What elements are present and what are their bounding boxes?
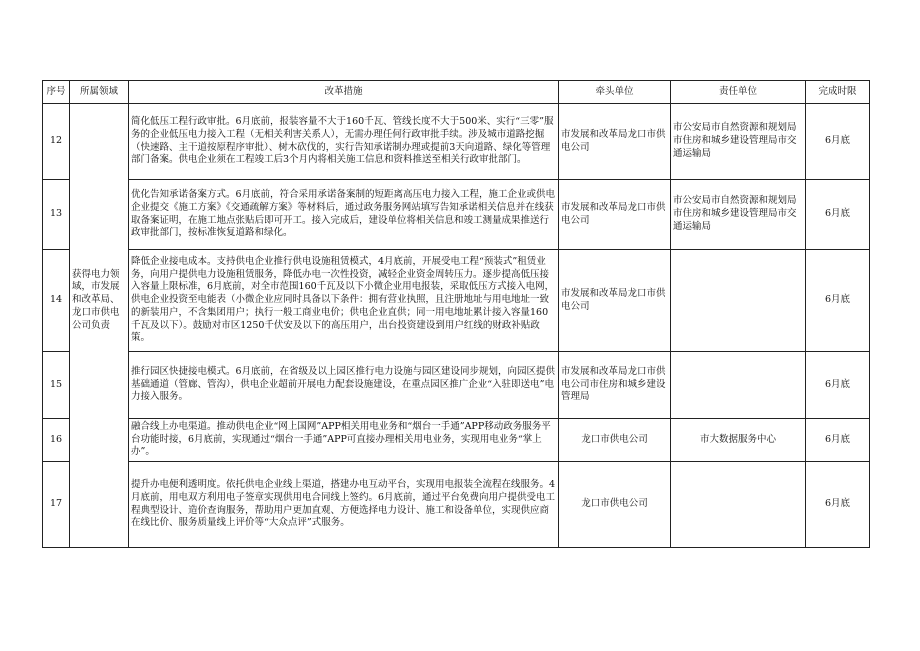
deadline-cell: 6月底 <box>806 462 870 548</box>
measure-cell: 提升办电便利透明度。依托供电企业线上渠道，搭建办电互动平台，实现用电报装全流程在线服务。4月底前，用电双方利用电子签章实现供用电合同线上签约。6月底前，通过平台免费向用户提供受电工程典型设计、造价查询服务，帮助用户更加直观、方便选择电力设计、施工和设备单位，实现供应商在线比价、服务质量线上评价等“大众点评”式服务。 <box>129 462 559 548</box>
header-responsible-unit: 责任单位 <box>671 81 806 104</box>
responsible-unit-cell <box>671 462 806 548</box>
responsible-unit-cell: 市公安局市自然资源和规划局市住房和城乡建设管理局市交通运输局 <box>671 104 806 180</box>
row-no: 16 <box>43 419 70 462</box>
responsible-unit-cell <box>671 250 806 352</box>
lead-unit-cell: 市发展和改革局龙口市供电公司市住房和城乡建设管理局 <box>559 352 671 419</box>
table-row <box>43 250 870 352</box>
table-row <box>43 180 870 250</box>
responsible-unit-cell: 市大数据服务中心 <box>671 419 806 462</box>
deadline-cell: 6月底 <box>806 180 870 250</box>
row-no: 12 <box>43 104 70 180</box>
table-row <box>43 419 870 462</box>
table-row <box>43 352 870 419</box>
deadline-cell: 6月底 <box>806 352 870 419</box>
field-cell-empty <box>70 180 129 250</box>
measure-cell: 融合线上办电渠道。推动供电企业“网上国网”APP相关用电业务和“烟台一手通”APP移动政务服务平台功能时接，6月底前，实现通过“烟台一手通”APP可直接办理相关用电业务，实现用电业务“掌上办”。 <box>129 419 559 462</box>
table-row <box>43 104 870 180</box>
lead-unit-cell: 市发展和改革局龙口市供电公司 <box>559 180 671 250</box>
measure-cell: 优化告知承诺备案方式。6月底前，符合采用承诺备案制的短距离高压电力接入工程，施工企业或供电企业提交《施工方案》《交通疏解方案》等材料后，通过政务服务网站填写告知承诺相关信息并在线获取备案证明，在施工地点张贴后即可开工。接入完成后，建设单位将相关信息和竣工测量成果推送行政审批部门，按标准恢复道路和绿化。 <box>129 180 559 250</box>
header-no: 序号 <box>43 81 70 104</box>
field-cell-empty <box>70 462 129 548</box>
lead-unit-cell: 市发展和改革局龙口市供电公司 <box>559 104 671 180</box>
header-field: 所属领域 <box>70 81 129 104</box>
table-row <box>43 462 870 548</box>
deadline-cell: 6月底 <box>806 104 870 180</box>
field-cell: 获得电力领域，市发展和改革局、龙口市供电公司负责 <box>70 250 129 352</box>
field-cell-empty <box>70 352 129 419</box>
responsible-unit-cell: 市公安局市自然资源和规划局市住房和城乡建设管理局市交通运输局 <box>671 180 806 250</box>
deadline-cell: 6月底 <box>806 419 870 462</box>
lead-unit-cell: 龙口市供电公司 <box>559 462 671 548</box>
field-cell-empty <box>70 104 129 180</box>
measure-cell: 降低企业接电成本。支持供电企业推行供电设施租赁模式，4月底前，开展受电工程“预装式”租赁业务，向用户提供电力设施租赁服务，降低办电一次性投资，减轻企业资金周转压力。逐步提高低压接入容量上限标准，6月底前，对全市范围160千瓦及以下小微企业用电报装，采取低压方式接入电网，供电企业投资至电能表（小微企业应同时具备以下条件：拥有营业执照，且注册地址与用电地址一致的新装用户，不含集团用户；执行一般工商业电价；供电企业直供；同一用电地址累计接入容量160千瓦及以下）。鼓励对市区1250千伏安及以下的高压用户，出台投资建设到用户红线的财政补贴政策。 <box>129 250 559 352</box>
lead-unit-cell: 市发展和改革局龙口市供电公司 <box>559 250 671 352</box>
header-row <box>43 81 870 104</box>
row-no: 14 <box>43 250 70 352</box>
measure-cell: 简化低压工程行政审批。6月底前，报装容量不大于160千瓦、管线长度不大于500米、实行“三零”服务的企业低压电力接入工程（无相关利害关系人），无需办理任何行政审批手续。涉及城市道路挖掘（快速路、主干道按原程序审批）、树木砍伐的，实行告知承诺制办理或提前3天向道路、绿化等管理部门备案。供电企业须在工程竣工后3个月内将相关施工信息和资料推送至相关行政审批部门。 <box>129 104 559 180</box>
row-no: 13 <box>43 180 70 250</box>
measure-cell: 推行园区快捷接电模式。6月底前，在省级及以上园区推行电力设施与园区建设同步规划，向园区提供基础通道（管廊、管沟），供电企业超前开展电力配套设施建设，在重点园区推广企业“入驻即送电”电力接入服务。 <box>129 352 559 419</box>
row-no: 17 <box>43 462 70 548</box>
row-no: 15 <box>43 352 70 419</box>
header-measure: 改革措施 <box>129 81 559 104</box>
deadline-cell: 6月底 <box>806 250 870 352</box>
lead-unit-cell: 龙口市供电公司 <box>559 419 671 462</box>
field-cell-empty <box>70 419 129 462</box>
header-lead-unit: 牵头单位 <box>559 81 671 104</box>
responsible-unit-cell <box>671 352 806 419</box>
reform-measures-table <box>42 80 870 548</box>
header-deadline: 完成时限 <box>806 81 870 104</box>
